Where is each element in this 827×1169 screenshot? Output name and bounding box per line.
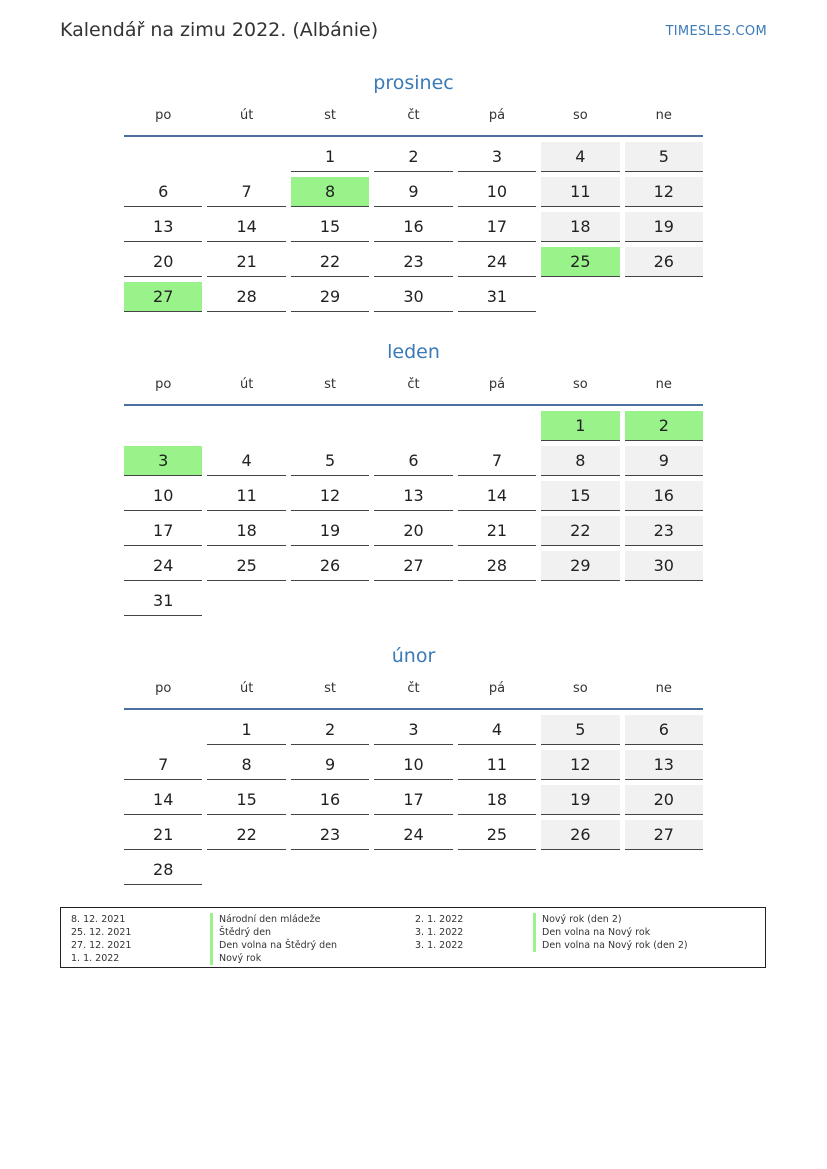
day-cell[interactable]: 1 — [207, 715, 285, 745]
day-cell[interactable]: 3 — [458, 142, 536, 172]
day-cell[interactable]: 2 — [291, 715, 369, 745]
legend-row — [71, 926, 401, 939]
month-name: únor — [391, 645, 436, 667]
day-cell[interactable]: 24 — [458, 247, 536, 277]
day-cell[interactable]: 10 — [374, 750, 452, 780]
empty-cell — [625, 586, 703, 616]
page-title: Kalendář na zimu 2022. (Albánie) — [60, 19, 379, 41]
day-cell[interactable]: 27 — [374, 551, 452, 581]
day-cell[interactable]: 21 — [124, 820, 202, 850]
day-cell[interactable]: 9 — [291, 750, 369, 780]
day-cell[interactable]: 16 — [625, 481, 703, 511]
day-cell[interactable]: 12 — [541, 750, 619, 780]
day-cell[interactable]: 5 — [625, 142, 703, 172]
empty-cell — [541, 586, 619, 616]
month-prosinec — [124, 70, 703, 312]
empty-cell — [207, 855, 285, 885]
empty-cell — [458, 855, 536, 885]
empty-cell — [374, 855, 452, 885]
day-cell[interactable]: 19 — [291, 516, 369, 546]
weekday-label: út — [239, 681, 254, 696]
legend-holiday-name: Den volna na Štědrý den — [210, 939, 337, 952]
legend-date: 3. 1. 2022 — [415, 927, 464, 938]
day-cell[interactable]: 15 — [291, 212, 369, 242]
day-cell[interactable]: 15 — [207, 785, 285, 815]
empty-cell — [458, 586, 536, 616]
month-divider — [124, 135, 703, 137]
month-divider — [124, 404, 703, 406]
day-cell[interactable]: 31 — [124, 586, 202, 616]
day-cell[interactable]: 6 — [374, 446, 452, 476]
day-cell[interactable]: 23 — [625, 516, 703, 546]
legend-date: 8. 12. 2021 — [71, 914, 126, 925]
legend-holiday-name: Nový rok (den 2) — [533, 913, 622, 926]
day-cell[interactable]: 11 — [541, 177, 619, 207]
empty-cell — [374, 411, 452, 441]
legend-holiday-name: Den volna na Nový rok (den 2) — [533, 939, 688, 952]
day-cell[interactable]: 5 — [541, 715, 619, 745]
day-cell[interactable]: 12 — [625, 177, 703, 207]
weekday-header — [124, 679, 703, 699]
day-cell[interactable]: 17 — [458, 212, 536, 242]
day-cell[interactable]: 2 — [374, 142, 452, 172]
day-cell[interactable]: 22 — [207, 820, 285, 850]
day-cell[interactable]: 3 — [124, 446, 202, 476]
empty-cell — [291, 411, 369, 441]
day-cell[interactable]: 12 — [291, 481, 369, 511]
day-cell[interactable]: 20 — [124, 247, 202, 277]
day-cell[interactable]: 22 — [291, 247, 369, 277]
day-cell[interactable]: 20 — [374, 516, 452, 546]
day-cell[interactable]: 26 — [625, 247, 703, 277]
month-leden — [124, 339, 703, 616]
day-cell[interactable]: 25 — [207, 551, 285, 581]
legend-holiday-name: Štědrý den — [210, 926, 271, 939]
day-cell[interactable]: 13 — [625, 750, 703, 780]
month-unor — [124, 643, 703, 885]
weekday-label: so — [572, 681, 588, 696]
weekday-label: čt — [407, 108, 420, 123]
legend-row — [415, 939, 745, 952]
day-cell[interactable]: 13 — [124, 212, 202, 242]
day-cell[interactable]: 8 — [291, 177, 369, 207]
day-cell[interactable]: 18 — [207, 516, 285, 546]
day-cell[interactable]: 19 — [625, 212, 703, 242]
empty-cell — [207, 586, 285, 616]
weekday-label: ne — [655, 377, 672, 392]
day-cell[interactable]: 17 — [124, 516, 202, 546]
day-cell[interactable]: 9 — [625, 446, 703, 476]
weekday-header — [124, 375, 703, 395]
day-cell[interactable]: 30 — [374, 282, 452, 312]
day-cell[interactable]: 1 — [541, 411, 619, 441]
weekday-label: po — [155, 681, 172, 696]
weekday-label: út — [239, 377, 254, 392]
day-cell[interactable]: 6 — [124, 177, 202, 207]
empty-cell — [374, 586, 452, 616]
day-cell[interactable]: 4 — [458, 715, 536, 745]
weekday-label: so — [572, 108, 588, 123]
weekday-label: po — [155, 108, 172, 123]
legend-column-2 — [415, 913, 745, 952]
day-cell[interactable]: 28 — [207, 282, 285, 312]
day-cell[interactable]: 26 — [291, 551, 369, 581]
weekday-label: ne — [655, 681, 672, 696]
weekday-label: po — [155, 377, 172, 392]
day-cell[interactable]: 7 — [207, 177, 285, 207]
legend-row — [415, 913, 745, 926]
legend-column-1 — [71, 913, 401, 965]
weekday-header — [124, 106, 703, 126]
weekday-label: pá — [488, 108, 506, 123]
empty-cell — [124, 142, 202, 172]
day-cell[interactable]: 31 — [458, 282, 536, 312]
legend-date: 3. 1. 2022 — [415, 940, 464, 951]
weekday-label: st — [324, 681, 336, 696]
day-cell[interactable]: 4 — [207, 446, 285, 476]
empty-cell — [207, 411, 285, 441]
day-cell[interactable]: 14 — [207, 212, 285, 242]
weekday-label: so — [572, 377, 588, 392]
day-cell[interactable]: 8 — [541, 446, 619, 476]
empty-cell — [124, 411, 202, 441]
empty-cell — [207, 142, 285, 172]
legend-date: 2. 1. 2022 — [415, 914, 464, 925]
empty-cell — [291, 855, 369, 885]
legend-date: 27. 12. 2021 — [71, 940, 132, 951]
legend-row — [71, 952, 401, 965]
day-cell[interactable]: 29 — [541, 551, 619, 581]
month-divider — [124, 708, 703, 710]
day-cell[interactable]: 25 — [458, 820, 536, 850]
day-cell[interactable]: 29 — [291, 282, 369, 312]
day-cell[interactable]: 3 — [374, 715, 452, 745]
empty-cell — [541, 282, 619, 312]
day-cell[interactable]: 7 — [458, 446, 536, 476]
day-cell[interactable]: 21 — [458, 516, 536, 546]
empty-cell — [458, 411, 536, 441]
day-cell[interactable]: 22 — [541, 516, 619, 546]
weekday-label: čt — [407, 377, 420, 392]
legend-date: 1. 1. 2022 — [71, 953, 120, 964]
legend-row — [71, 939, 401, 952]
day-cell[interactable]: 14 — [458, 481, 536, 511]
day-cell[interactable]: 28 — [124, 855, 202, 885]
day-cell[interactable]: 1 — [291, 142, 369, 172]
day-grid — [124, 411, 703, 616]
day-cell[interactable]: 10 — [458, 177, 536, 207]
day-cell[interactable]: 23 — [291, 820, 369, 850]
day-cell[interactable]: 26 — [541, 820, 619, 850]
day-cell[interactable]: 24 — [374, 820, 452, 850]
legend-row — [415, 926, 745, 939]
day-cell[interactable]: 8 — [207, 750, 285, 780]
day-cell[interactable]: 5 — [291, 446, 369, 476]
empty-cell — [625, 855, 703, 885]
day-cell[interactable]: 18 — [458, 785, 536, 815]
legend-holiday-name: Den volna na Nový rok — [533, 926, 650, 939]
day-cell[interactable]: 17 — [374, 785, 452, 815]
day-cell[interactable]: 11 — [207, 481, 285, 511]
brand-link[interactable]: TIMESLES.COM — [665, 24, 767, 39]
day-cell[interactable]: 9 — [374, 177, 452, 207]
day-cell[interactable]: 2 — [625, 411, 703, 441]
weekday-label: ne — [655, 108, 672, 123]
day-cell[interactable]: 10 — [124, 481, 202, 511]
day-cell[interactable]: 27 — [625, 820, 703, 850]
weekday-label: pá — [488, 681, 506, 696]
legend-row — [71, 913, 401, 926]
empty-cell — [625, 282, 703, 312]
day-cell[interactable]: 15 — [541, 481, 619, 511]
legend-date: 25. 12. 2021 — [71, 927, 132, 938]
day-cell[interactable]: 28 — [458, 551, 536, 581]
legend-holiday-name: Nový rok — [210, 952, 261, 965]
weekday-label: st — [324, 377, 336, 392]
day-cell[interactable]: 19 — [541, 785, 619, 815]
day-cell[interactable]: 27 — [124, 282, 202, 312]
day-cell[interactable]: 30 — [625, 551, 703, 581]
day-cell[interactable]: 16 — [374, 212, 452, 242]
weekday-label: čt — [407, 681, 420, 696]
day-grid — [124, 715, 703, 885]
day-cell[interactable]: 25 — [541, 247, 619, 277]
day-grid — [124, 142, 703, 312]
weekday-label: st — [324, 108, 336, 123]
day-cell[interactable]: 7 — [124, 750, 202, 780]
day-cell[interactable]: 6 — [625, 715, 703, 745]
day-cell[interactable]: 24 — [124, 551, 202, 581]
day-cell[interactable]: 13 — [374, 481, 452, 511]
legend-holiday-name: Národní den mládeže — [210, 913, 321, 926]
empty-cell — [124, 715, 202, 745]
weekday-label: pá — [488, 377, 506, 392]
month-name: prosinec — [373, 72, 454, 94]
day-cell[interactable]: 23 — [374, 247, 452, 277]
day-cell[interactable]: 4 — [541, 142, 619, 172]
day-cell[interactable]: 11 — [458, 750, 536, 780]
day-cell[interactable]: 14 — [124, 785, 202, 815]
empty-cell — [541, 855, 619, 885]
empty-cell — [291, 586, 369, 616]
holiday-legend — [60, 907, 766, 968]
day-cell[interactable]: 21 — [207, 247, 285, 277]
day-cell[interactable]: 20 — [625, 785, 703, 815]
day-cell[interactable]: 18 — [541, 212, 619, 242]
month-name: leden — [387, 341, 440, 363]
weekday-label: út — [239, 108, 254, 123]
day-cell[interactable]: 16 — [291, 785, 369, 815]
